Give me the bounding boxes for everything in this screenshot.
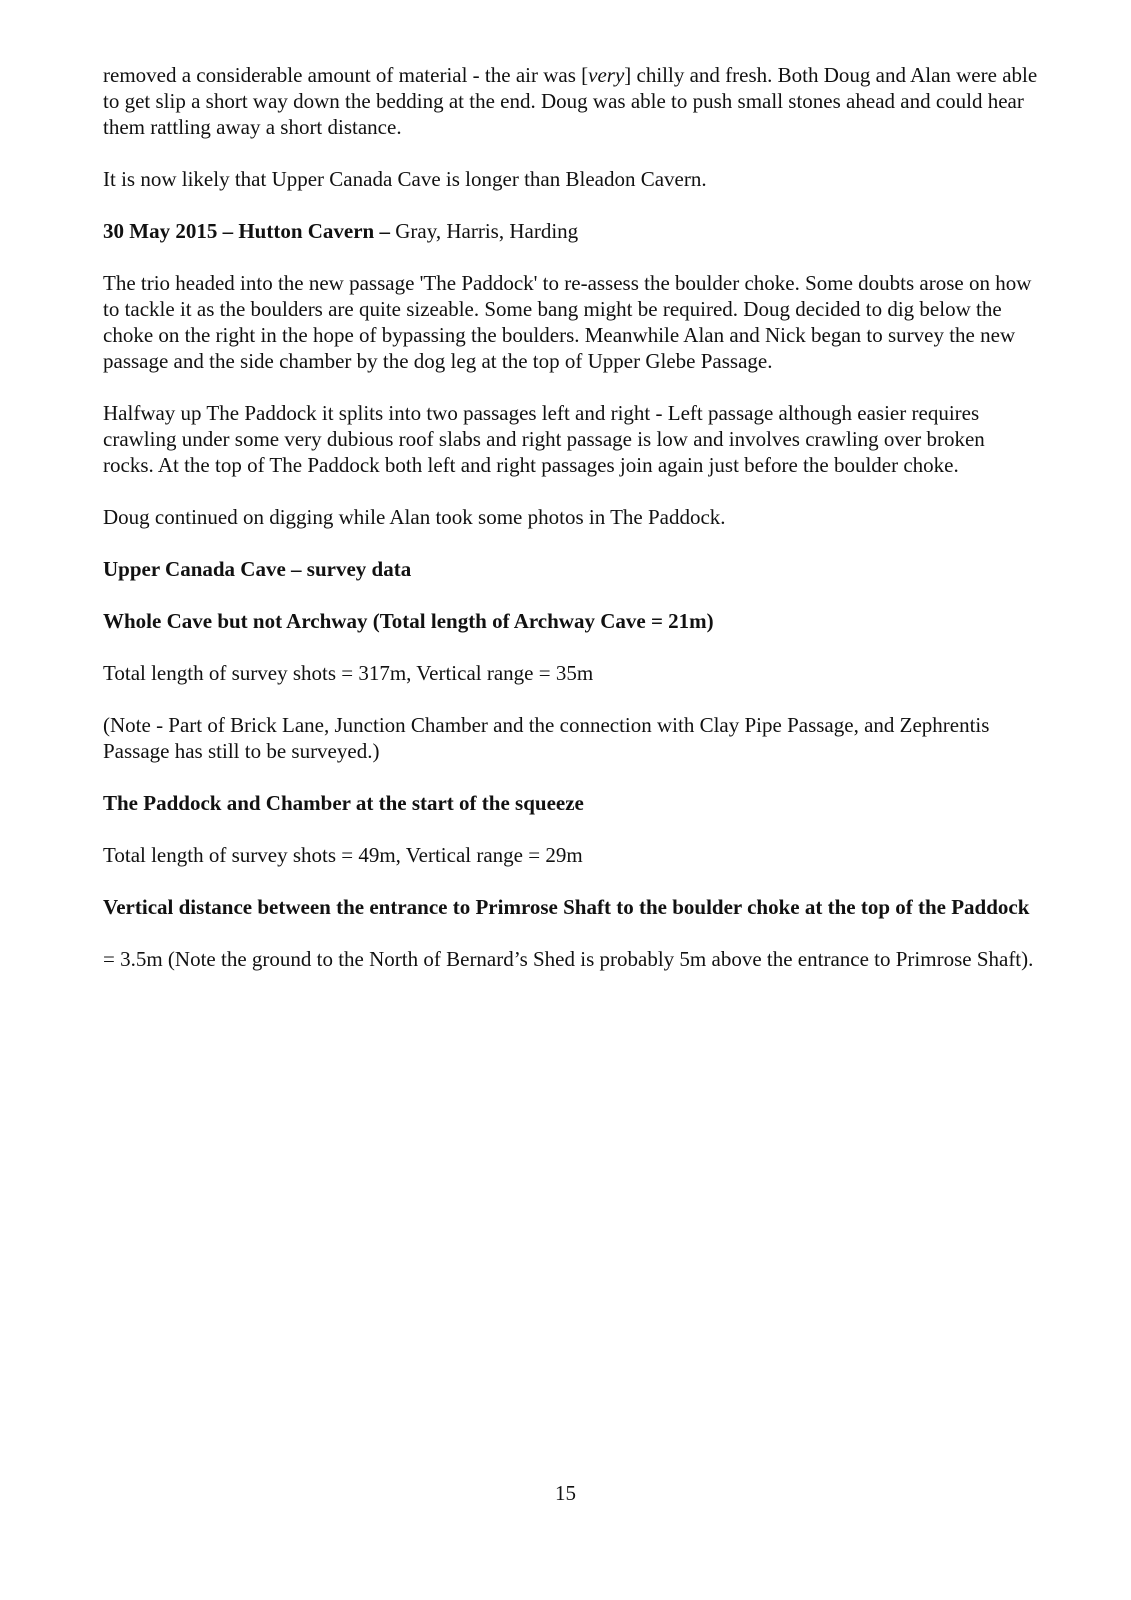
emphasis-text: very [588, 63, 625, 87]
subheading-whole-cave: Whole Cave but not Archway (Total length of Archway Cave = 21m) [103, 609, 714, 633]
paragraph-digging: Doug continued on digging while Alan took some photos in The Paddock. [103, 505, 726, 529]
paragraph-vertical-distance: = 3.5m (Note the ground to the North of Bernard’s Shed is probably 5m above the entrance to Primrose Shaft). [103, 947, 1034, 971]
paragraph-material-removed [103, 62, 1038, 140]
subheading-paddock-chamber: The Paddock and Chamber at the start of the squeeze [103, 791, 584, 815]
paragraph-paddock-passages: Halfway up The Paddock it splits into two passages left and right - Left passage although easier requires crawling under some very dubious roof slabs and right passage is low and involves crawling over broken rocks. At the top of The Paddock both left and right passages join again just before the boulder choke. [103, 401, 985, 477]
log-entry-heading [103, 218, 1038, 244]
paragraph-text: ] chilly and fresh. Both Doug and Alan were able to get slip a short way down the bedding at the end. Doug was able to push small stones ahead and could hear them rattling away a short distance. [103, 63, 1038, 139]
paragraph-length-comparison: It is now likely that Upper Canada Cave is longer than Bleadon Cavern. [103, 167, 707, 191]
paragraph-paddock-visit: The trio headed into the new passage 'The Paddock' to re-assess the boulder choke. Some doubts arose on how to tackle it as the boulders are quite sizeable. Some bang might be required. Doug decided to dig below the choke on the right in the hope of bypassing the boulders. Meanwhile Alan and Nick began to survey the new passage and the side chamber by the dog leg at the top of Upper Glebe Passage. [103, 271, 1032, 373]
survey-stat-paddock: Total length of survey shots = 49m, Vertical range = 29m [103, 843, 583, 867]
survey-stat-whole-cave: Total length of survey shots = 317m, Vertical range = 35m [103, 661, 594, 685]
paragraph-survey-note: (Note - Part of Brick Lane, Junction Chamber and the connection with Clay Pipe Passage, and Zephrentis Passage has still to be surveyed.) [103, 713, 990, 763]
paragraph-text: removed a considerable amount of material - the air was [ [103, 63, 589, 87]
entry-date-location: 30 May 2015 – Hutton Cavern – [103, 219, 390, 243]
entry-participants: Gray, Harris, Harding [390, 219, 579, 243]
document-body [103, 62, 1038, 998]
section-heading-survey-data: Upper Canada Cave – survey data [103, 557, 412, 581]
page-number: 15 [555, 1481, 576, 1505]
subheading-vertical-distance: Vertical distance between the entrance to Primrose Shaft to the boulder choke at the top of the Paddock [103, 895, 1030, 919]
